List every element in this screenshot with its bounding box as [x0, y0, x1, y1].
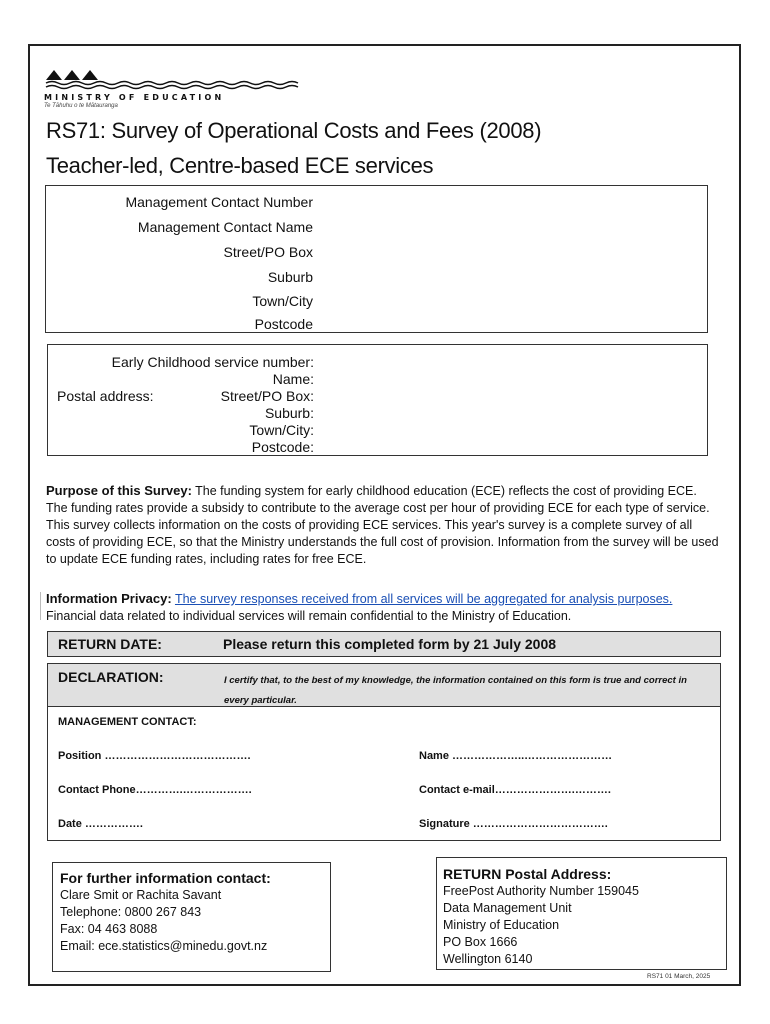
service-details-box	[47, 344, 708, 456]
contact-fax: Fax: 04 463 8088	[60, 922, 158, 936]
street-label: Street/PO Box	[223, 244, 313, 260]
purpose-text: The funding system for early childhood education (ECE) reflects the cost of providing ECE. The funding rates provide a subsidy to contribute to the average cost per hour of providing ECE for each type of service. This survey collects information on the costs of providing ECE services. This year's survey is a complete survey of all costs of providing ECE, so that the Ministry understands the full cost of provision. Information from the survey will be used to update ECE funding rates, including rates for free ECE.	[46, 484, 719, 566]
management-contact-name-label: Management Contact Name	[137, 219, 313, 235]
privacy-link[interactable]: The survey responses received from all services will be aggregated for analysis purposes.	[174, 592, 673, 606]
purpose-paragraph	[46, 482, 721, 568]
postcode-label: Postcode	[254, 316, 313, 332]
further-info-box	[52, 862, 331, 972]
name-field[interactable]: Name ………………..……………………	[419, 750, 613, 762]
service-street-label: Street/PO Box:	[220, 388, 314, 404]
service-suburb-label: Suburb:	[264, 405, 314, 421]
management-contact-heading: MANAGEMENT CONTACT:	[58, 716, 197, 728]
logo-org-name: MINISTRY OF EDUCATION	[44, 93, 225, 102]
return-date-label: RETURN DATE:	[58, 636, 162, 652]
declaration-label: DECLARATION:	[58, 669, 164, 685]
purpose-heading: Purpose of this Survey:	[46, 483, 192, 498]
further-info-heading: For further information contact:	[60, 870, 271, 886]
declaration-text: I certify that, to the best of my knowledge, the information contained on this form is true and correct in every particular.	[224, 675, 687, 706]
signature-field[interactable]: Signature ……………………………….	[419, 818, 608, 830]
address-line: FreePost Authority Number 159045	[443, 884, 639, 898]
logo-tagline: Te Tāhuhu o te Mātauranga	[44, 103, 118, 109]
address-line: Ministry of Education	[443, 918, 560, 932]
declaration-header	[48, 664, 720, 707]
town-city-label: Town/City	[252, 293, 313, 309]
address-line: Wellington 6140	[443, 952, 533, 966]
service-number-label: Early Childhood service number:	[111, 354, 314, 370]
return-address-heading: RETURN Postal Address:	[443, 866, 612, 882]
management-contact-number-label: Management Contact Number	[125, 194, 313, 210]
suburb-label: Suburb	[267, 269, 313, 285]
address-line: PO Box 1666	[443, 935, 518, 949]
return-date-bar	[47, 631, 721, 657]
privacy-paragraph	[46, 590, 721, 625]
contact-names: Clare Smit or Rachita Savant	[60, 888, 222, 902]
contact-email-field[interactable]: Contact e-mail………………….……….	[419, 784, 611, 796]
return-date-text: Please return this completed form by 21 July 2008	[223, 636, 557, 652]
address-line: Data Management Unit	[443, 901, 572, 915]
service-postcode-label: Postcode:	[251, 439, 314, 455]
page-title: RS71: Survey of Operational Costs and Fees (2008)	[46, 118, 542, 143]
date-field[interactable]: Date …………….	[58, 818, 143, 830]
form-reference: RS71 01 March, 2025	[647, 973, 711, 980]
management-contact-box	[45, 185, 708, 333]
margin-marker	[40, 592, 41, 620]
privacy-text: Financial data related to individual services will remain confidential to the Ministry of Education.	[46, 609, 572, 623]
position-field[interactable]: Position ………………………………….	[58, 750, 251, 762]
return-postal-address-box	[436, 857, 727, 970]
contact-phone-field[interactable]: Contact Phone………….……………….	[58, 784, 252, 796]
service-name-label: Name:	[272, 371, 314, 387]
contact-telephone: Telephone: 0800 267 843	[60, 905, 202, 919]
declaration-box	[47, 663, 721, 841]
privacy-heading: Information Privacy:	[46, 591, 172, 606]
service-town-label: Town/City:	[249, 422, 314, 438]
postal-address-label: Postal address:	[57, 388, 154, 404]
page-subtitle: Teacher-led, Centre-based ECE services	[46, 153, 434, 178]
contact-email[interactable]: Email: ece.statistics@minedu.govt.nz	[60, 939, 268, 953]
